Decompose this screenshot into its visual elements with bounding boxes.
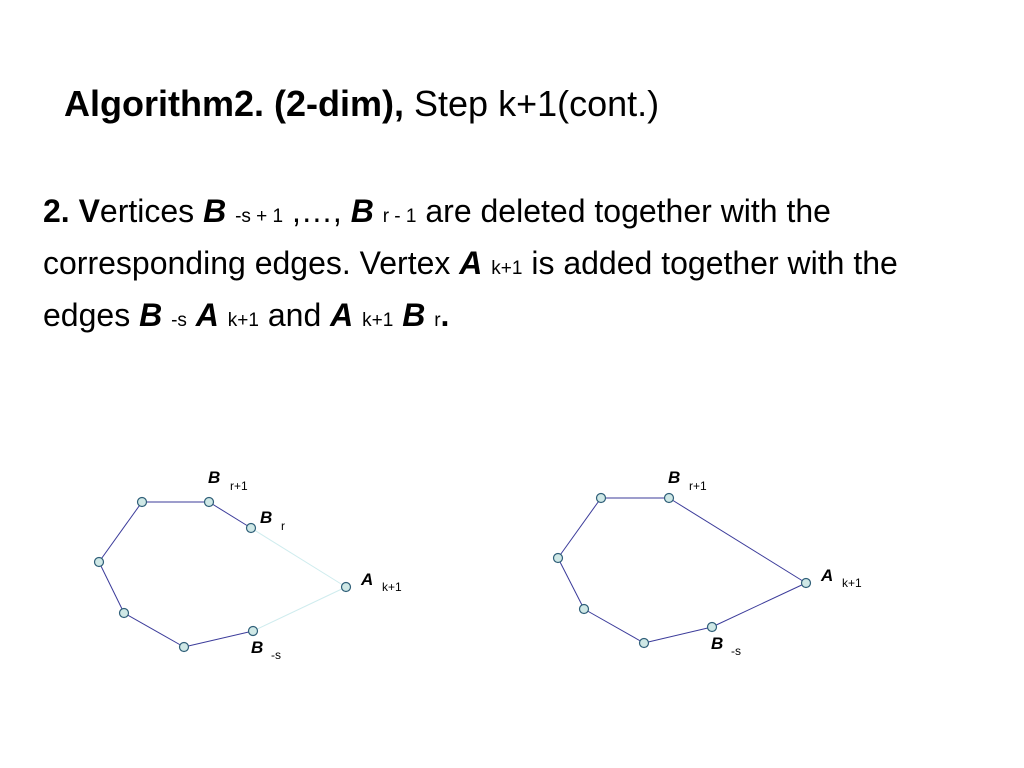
label-r-plus-1: r+1 [689, 479, 707, 493]
var-b: B [203, 193, 227, 229]
polygon-edges [99, 502, 253, 647]
var-b: B [139, 297, 163, 333]
label-a: A [821, 566, 834, 585]
label-b: B [251, 638, 264, 657]
label-b: B [668, 468, 681, 487]
label-r-plus-1: r+1 [230, 479, 248, 493]
var-a: A [330, 297, 354, 333]
title-normal: Step k+1(cont.) [414, 83, 660, 124]
label-minus-s: -s [731, 644, 741, 658]
label-minus-s: -s [271, 648, 281, 662]
label-k-plus-1: k+1 [382, 580, 402, 594]
sub-r: r [434, 310, 441, 331]
label-a: A [361, 570, 374, 589]
vertices [95, 498, 351, 652]
label-b: B [711, 634, 724, 653]
var-a: A [459, 245, 483, 281]
diagram-after [554, 468, 863, 658]
label-b: B [208, 468, 221, 487]
title-bold: Algorithm2. (2-dim), [64, 83, 404, 124]
vertices [554, 494, 811, 648]
text-added: is added together with the edges [43, 245, 898, 333]
text-deleted: are deleted together with the corresponding edges. Vertex [43, 193, 831, 281]
step-number: 2. V [43, 193, 100, 229]
text-vertices: ertices [99, 193, 204, 229]
new-edges-faint [251, 528, 346, 631]
sub-minus-s: -s [171, 310, 187, 331]
polygon-edges [558, 498, 806, 643]
period: . [440, 297, 450, 333]
sub-k-plus-1: k+1 [227, 310, 259, 331]
var-a: A [195, 297, 219, 333]
label-k-plus-1: k+1 [842, 576, 862, 590]
ellipsis: ,…, [292, 193, 342, 229]
label-b: B [260, 508, 273, 527]
var-b: B [350, 193, 374, 229]
text-and: and [267, 297, 322, 333]
var-b: B [402, 297, 426, 333]
sub-r-minus-1: r - 1 [382, 206, 417, 227]
sub-k-plus-1: k+1 [362, 310, 394, 331]
label-r: r [281, 519, 285, 533]
sub-minus-s-plus-1: -s + 1 [235, 206, 284, 227]
diagram-before [95, 468, 403, 662]
sub-k-plus-1: k+1 [491, 258, 523, 279]
